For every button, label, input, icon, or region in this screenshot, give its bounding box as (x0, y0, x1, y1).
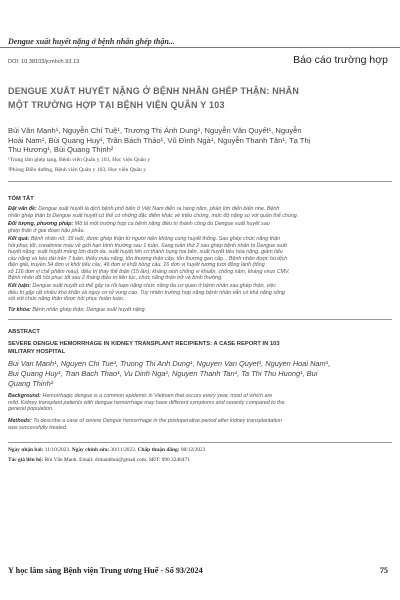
en-author-list (8, 359, 392, 388)
label-dat-van-de: Đặt vấn đề: (8, 206, 37, 212)
text-line: điều trị gặp rất nhiều khó khăn và nguy cơ tử vong cao. Tuy nhiên trường hợp nặng bệnh nhân vẫn có khả năng sống (8, 289, 285, 296)
accepted-label: Chấp thuận đăng: (137, 447, 180, 453)
vi-abstract-results (8, 236, 392, 282)
author-line: Thu Hương¹, Bùi Quang Thịnh² (8, 145, 114, 155)
affiliation-1: ¹Trung tâm ghép tạng, Bệnh viện Quân y 103, Học viện Quân y (8, 157, 151, 163)
article-title-line: DENGUE XUẤT HUYẾT NẶNG Ở BỆNH NHÂN GHÉP THẬN: NHÂN (8, 86, 300, 96)
revised-label: Ngày chỉnh sửa: (71, 447, 110, 453)
text-line: Bệnh nhân nữ, 39 tuổi, được ghép thận từ người hiến không cùng huyết thống. Sau ghép chức năng thận (29, 236, 281, 242)
article-title (8, 85, 392, 112)
article-title-line: MỘT TRƯỜNG HỢP TẠI BỆNH VIỆN QUÂN Y 103 (8, 99, 225, 110)
text-line: Dengue xuất huyết là dịch bệnh phổ biến ở Việt Nam diễn ra hàng năm, phần lớn diễn biến nhẹ. Bệnh (36, 206, 280, 212)
text-line: Bệnh nhân đã hồi phục tốt sau 2 tháng điều trị liên tục, chức năng thận trở về bình thường. (8, 275, 223, 282)
corresponding-author (8, 457, 392, 463)
text-line: Bệnh nhân ghép thận, Dengue xuất huyết nặng. (30, 307, 147, 313)
text-line: ghép thận ở giai đoạn hậu phẫu. (8, 227, 85, 234)
journal-name: Y học lâm sàng Bệnh viện Trung ương Huế - Số 93/2024 (8, 566, 203, 575)
vi-abstract-keywords (8, 307, 392, 314)
accepted-date: 08/12/2023 (179, 447, 206, 453)
text-line: Mô tả một trường hợp ca bệnh nặng điều trị thành công do Dengue xuất huyết sau (73, 221, 270, 227)
en-author-line: Bui Van Manh¹, Nguyen Chi Tue¹, Truong Thi Anh Dung¹, Nguyen Van Quyet¹, Nguyen Hoai Nam¹, (8, 359, 331, 368)
en-title-line: MILITARY HOSPITAL (8, 349, 66, 355)
doi-label: DOI: 10.38103/jcmhch.93.13 (8, 59, 80, 65)
section-divider (8, 181, 392, 182)
text-line: was successfully treated. (8, 424, 68, 431)
text-line: To describe a case of severe Dengue hemorrhage in the postoperative period after kidney transplantation (31, 418, 282, 424)
text-line: huyết nặng: xuất huyết mảng lớn dưới da, xuất huyết lớn cơ thành bụng hai bên, xuất huyết tiêu hóa nặng, giảm tiểu (8, 249, 283, 256)
received-date: 11/10/2023. (43, 447, 72, 453)
text-line: general population. (8, 406, 54, 413)
header-divider (0, 47, 400, 48)
article-dates (8, 447, 392, 453)
section-divider (8, 319, 392, 320)
en-article-title (8, 340, 392, 356)
en-abstract-methods (8, 418, 392, 431)
revised-date: 30/11/2023. (109, 447, 138, 453)
author-list (8, 126, 394, 155)
label-ket-qua: Kết quả: (8, 236, 30, 242)
vi-abstract-heading: TÓM TẮT (8, 196, 34, 202)
page-number: 75 (379, 566, 388, 575)
label-ket-luan: Kết luận: (8, 283, 31, 289)
text-line: nhân ghép thận bị Dengue xuất huyết có thể có những đặc điểm khác về triệu chứng, mức độ nặng so với quần thể chung. (8, 212, 299, 219)
affiliation-2: ²Phòng Điều dưỡng, Bệnh viện Quân y 103, Học viện Quân y (8, 167, 147, 173)
vi-abstract-background (8, 206, 392, 219)
running-title: Dengue xuất huyết nặng ở bệnh nhân ghép thận... (8, 37, 175, 46)
text-line: số 116 đơn vị chế phẩm máu), điều trị thay thế thận (15 lần); kháng sinh chống vi khuẩn, chống nấm, kháng virus CMV. (8, 268, 290, 275)
en-abstract-heading: ABSTRACT (8, 329, 40, 335)
label-doi-tuong: Đối tượng, phương pháp: (8, 221, 74, 227)
vi-abstract-methods (8, 221, 392, 234)
footer-divider (8, 442, 392, 443)
text-line: điện giải, truyền 54 đơn vị khối tiểu cầu, 46 đơn vị khối hồng cầu, 16 đơn vị huyết tương tươi đông lạnh (tổng (8, 262, 265, 269)
en-title-line: SEVERE DENGUE HEMORRHAGE IN KIDNEY TRANSPLANT RECIPIENTS: A CASE REPORT IN 103 (8, 341, 280, 347)
text-line: sót với chức năng thận được hồi phục hoàn toàn. (8, 296, 125, 303)
text-line: cầu nặng và kéo dài trên 7 tuần, thiếu máu nặng, tổn thương thận cấp, tổn thương gan cấp... Bệnh nhân được bù dịch (8, 255, 288, 262)
label-tu-khoa: Từ khóa: (8, 307, 31, 313)
label-methods: Methods: (8, 418, 32, 424)
received-label: Ngày nhận bài: (8, 447, 44, 453)
vi-abstract-conclusion (8, 283, 392, 303)
author-line: Bùi Văn Mạnh¹, Nguyễn Chí Tuệ¹, Trương Thị Ánh Dung¹, Nguyễn Văn Quyết¹, Nguyễn (8, 126, 302, 135)
text-line: Dengue xuất huyết có thể gây ra rối loạn nặng chức năng đa cơ quan ở bệnh nhân sau ghép thận, việc (30, 283, 277, 289)
en-author-line: Bui Quang Huy¹, Tran Bach Thao¹, Vu Dinh Nga¹, Nguyen Thanh Tan¹, Ta Thi Thu Huong¹, Bui (8, 368, 318, 378)
author-line: Hoài Nam¹, Bùi Quang Huy¹, Trần Bách Thảo¹, Vũ Đình Ngà¹, Nguyễn Thanh Tân¹, Tạ Thị (8, 135, 311, 145)
label-background: Background: (8, 393, 41, 399)
corresponding-author-label: Tác giả liên hệ: (8, 457, 44, 463)
text-line: hồi phục tốt, creatinine máu về giới hạn bình thường sau 1 tuần. Sang tuần thứ 2 sau ghép bệnh nhân bị Dengue xuất (8, 242, 287, 249)
text-line: Hemorrhagic dengue is a common epidemic in Vietnam that occurs every year, most of which are (40, 393, 273, 399)
article-category: Báo cáo trường hợp (293, 54, 388, 66)
text-line: mild. Kidney transplant patients with dengue hemorrhage may have different symptoms and severity compared to the (8, 399, 285, 406)
en-author-line: Quang Thinh² (8, 378, 54, 388)
en-abstract-background (8, 393, 392, 413)
corresponding-author-info: Bùi Văn Mạnh. Email: drmanhbui@gmail.com. SĐT: 090 3246471 (43, 457, 190, 463)
